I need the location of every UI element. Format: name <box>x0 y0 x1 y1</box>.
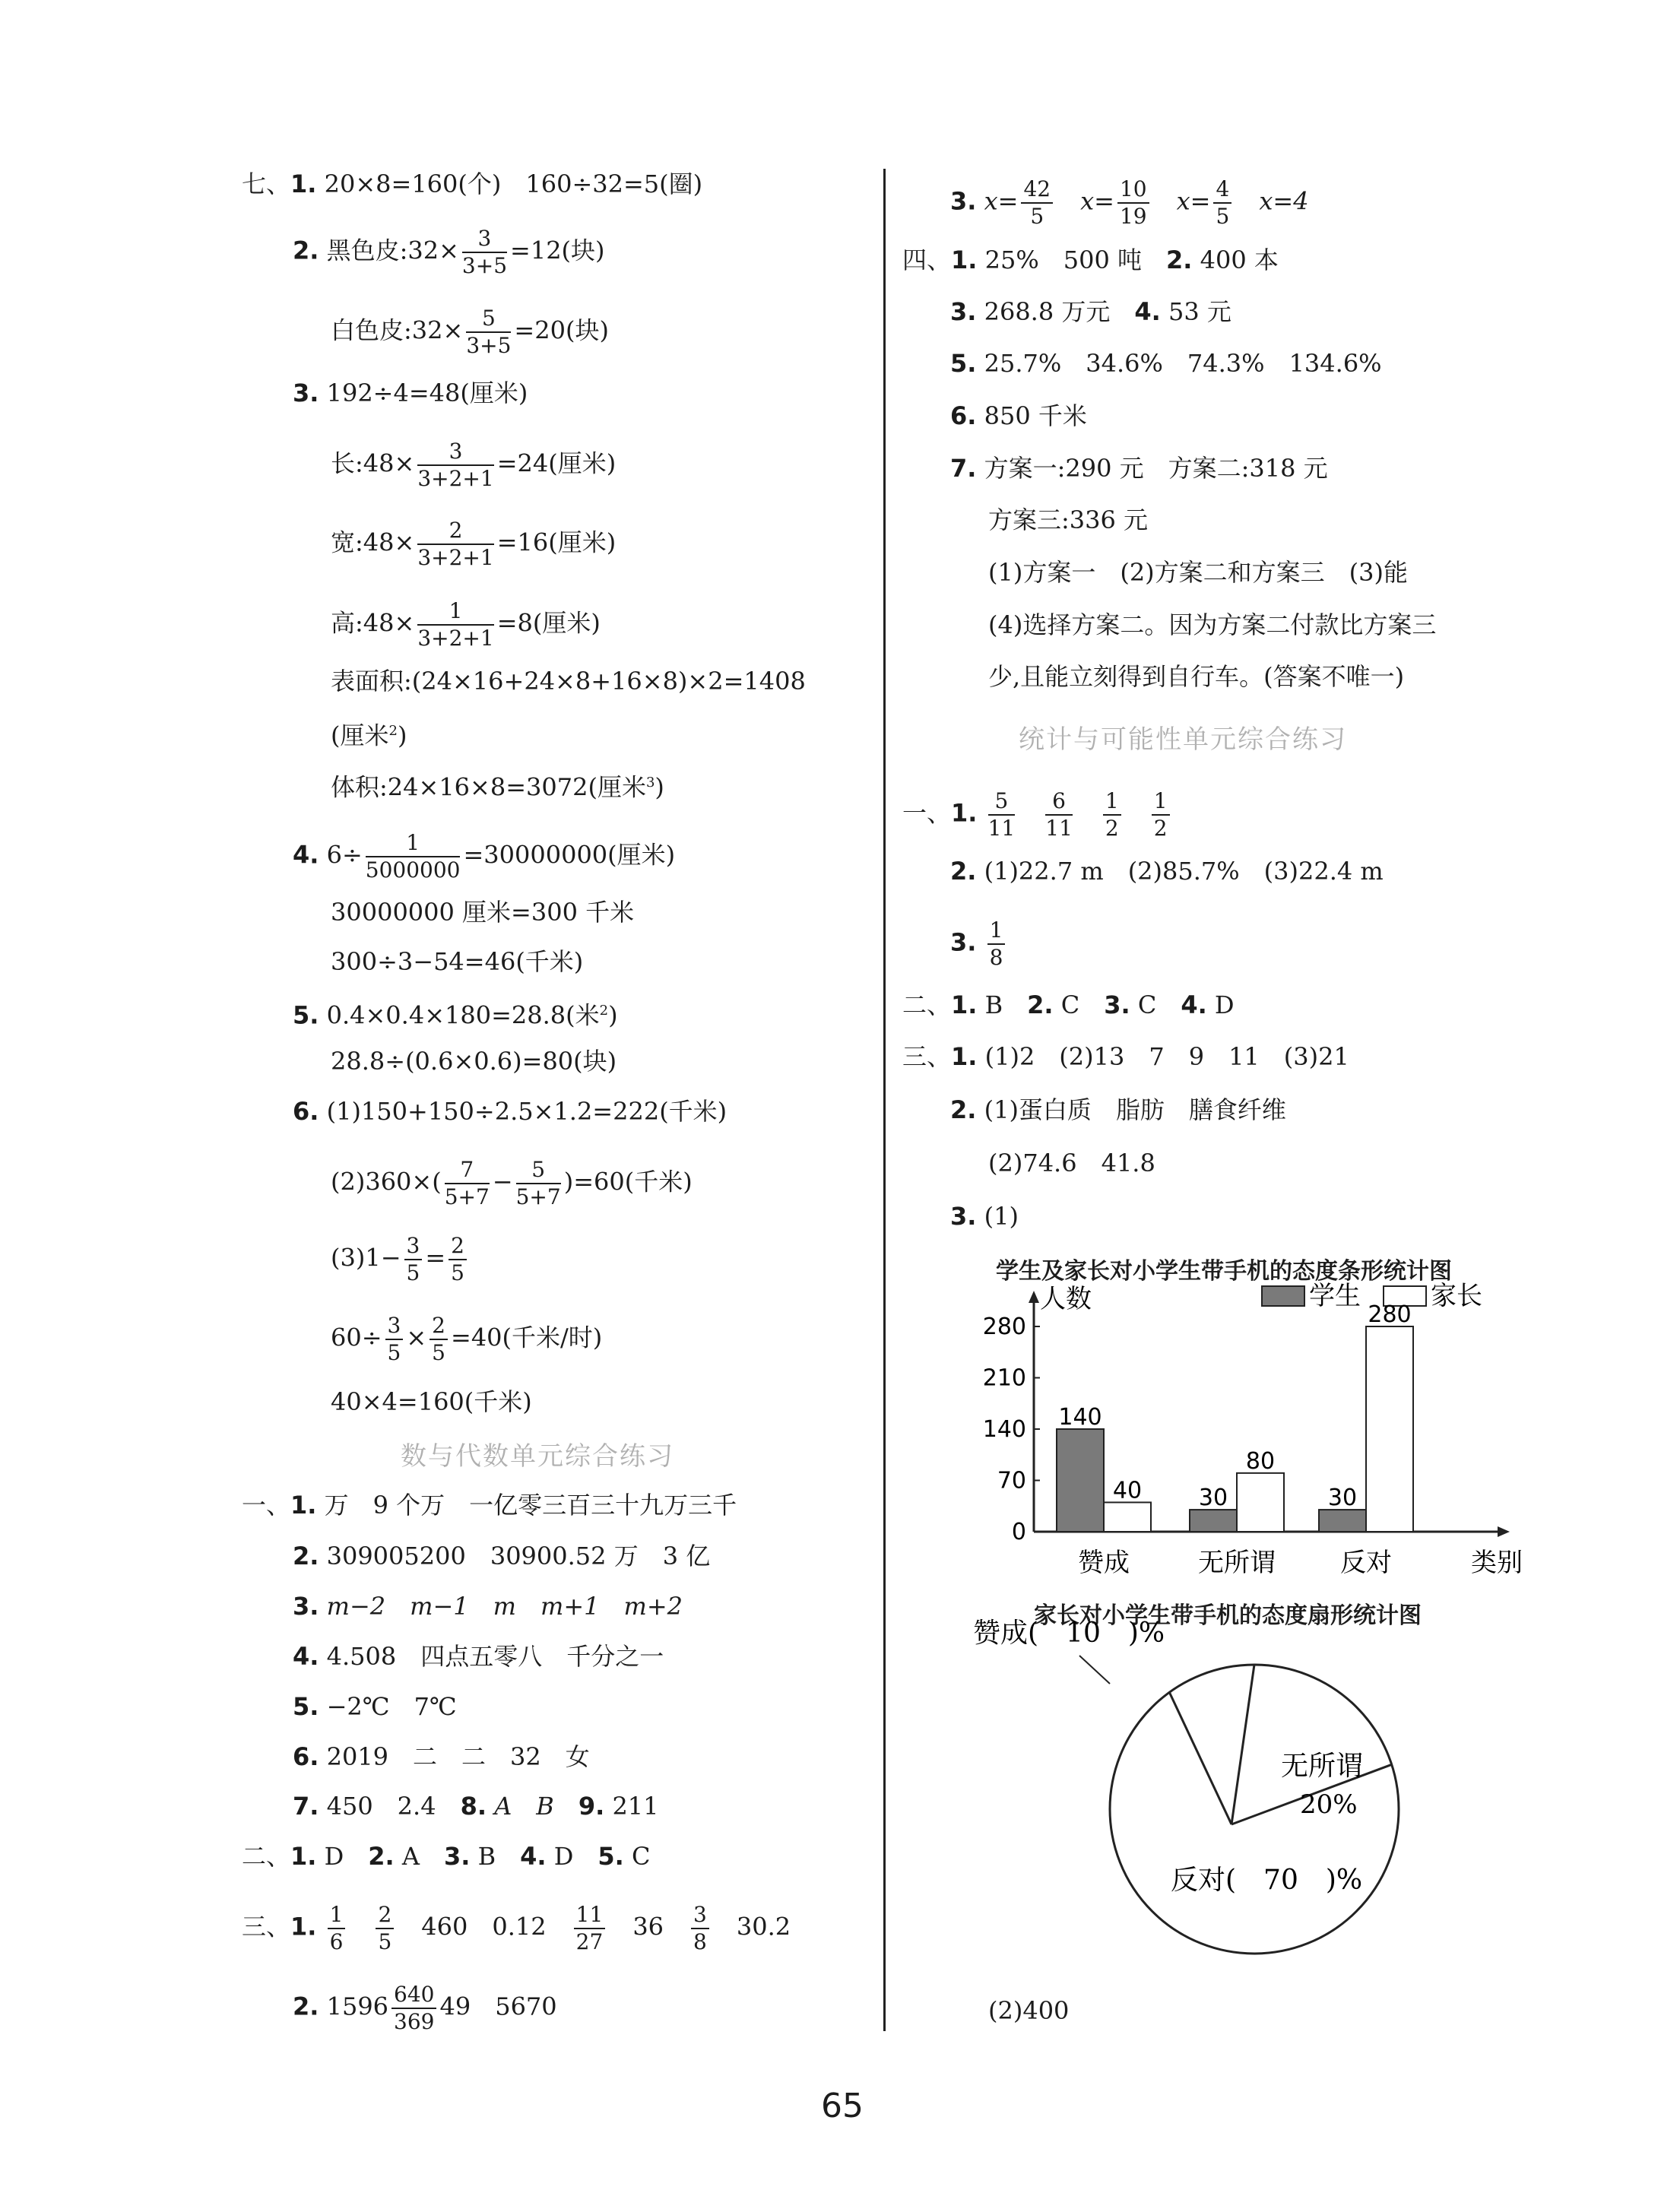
t1-1: 一、1. $\frac{5}{11}$ $\frac{6}{11}$ $\frac{1}{2}$ $\frac{1}{2}$ <box>902 791 1173 839</box>
q7-3: 3. 192÷4=48(厘米) <box>293 379 528 407</box>
q7-2a: 2. 黑色皮:32× $\frac{3}{3+5}$ =12(块) <box>293 226 605 278</box>
pie-leader-line <box>1079 1656 1110 1684</box>
pie-value-indifferent: 20% <box>1300 1789 1358 1820</box>
s1-7: 7. 450 2.4 8. A B 9. 211 <box>293 1792 659 1821</box>
s4-6: 6. 850 千米 <box>950 401 1087 430</box>
r-3: 3. x= $\frac{42}{5}$ x= $\frac{10}{19}$ x= $\frac{4}{5}$ x=4 <box>950 176 1309 229</box>
x-axis-label: 类别 <box>1471 1548 1523 1578</box>
legend-label-student: 学生 <box>1309 1281 1361 1311</box>
page-number: 65 <box>821 2087 864 2125</box>
q7-6a: 6. (1)150+150÷2.5×1.2=222(千米) <box>293 1097 727 1126</box>
pie-slice-edge <box>1169 1692 1231 1824</box>
bar <box>1104 1502 1151 1532</box>
q7-3-l6: 体积:24×16×8=3072(厘米$^3$) <box>331 772 664 802</box>
q7-line1: 七、1. 20×8=160(个) 160÷32=5(圈) <box>242 170 703 198</box>
y-tick-label: 0 <box>1011 1519 1026 1545</box>
column-separator <box>883 169 886 2031</box>
s4-7: 7. 方案一:290 元 方案二:318 元 <box>950 454 1328 483</box>
bar <box>1237 1473 1284 1532</box>
q7-5a: 5. 0.4×0.4×180=28.8(米$^2$) <box>293 1000 618 1030</box>
q7-6c: (3)1− $\frac{3}{5}$ = $\frac{2}{5}$ <box>331 1235 470 1284</box>
legend-swatch-student <box>1262 1286 1304 1306</box>
section-title-algebra: 数与代数单元综合练习 <box>401 1441 674 1472</box>
bar-value-label: 140 <box>1058 1404 1102 1431</box>
q7-3-l1: 长:48× $\frac{3}{3+2+1}$ =24(厘米) <box>331 439 617 491</box>
bar-value-label: 40 <box>1112 1477 1143 1504</box>
bar-chart <box>965 1277 1543 1581</box>
pie-slice-edge <box>1231 1665 1254 1824</box>
x-axis-arrow <box>1498 1526 1510 1537</box>
q7-6b: (2)360×( $\frac{7}{5+7}$ − $\frac{5}{5+7}$ )=60(千米) <box>331 1157 693 1209</box>
s1-4: 4. 4.508 四点五零八 千分之一 <box>293 1642 664 1671</box>
t1-2: 2. (1)22.7 m (2)85.7% (3)22.4 m <box>950 857 1384 886</box>
s1-5: 5. −2℃ 7℃ <box>293 1692 457 1721</box>
pie-chart <box>973 1618 1429 1946</box>
x-tick-label: 赞成 <box>1078 1548 1130 1578</box>
legend-label-parent: 家长 <box>1431 1281 1482 1311</box>
bar-value-label: 30 <box>1327 1485 1358 1512</box>
t3-3: 3. (1) <box>950 1202 1019 1231</box>
s3-1: 三、1. $\frac{1}{6}$ $\frac{2}{5}$ 460 0.12 $\frac{11}{27}$ 36 $\frac{3}{8}$ 30.2 <box>242 1902 791 1954</box>
s1-3: 3. m−2 m−1 m m+1 m+2 <box>293 1592 683 1621</box>
s4-7c: (1)方案一 (2)方案二和方案三 (3)能 <box>988 558 1408 587</box>
s4-3: 3. 268.8 万元 4. 53 元 <box>950 297 1231 326</box>
y-tick-label: 140 <box>982 1416 1026 1443</box>
s4-1: 四、1. 25% 500 吨 2. 400 本 <box>902 246 1279 274</box>
s4-7e: 少,且能立刻得到自行车。(答案不唯一) <box>988 662 1405 691</box>
q7-4b: 30000000 厘米=300 千米 <box>331 898 635 927</box>
s4-7b: 方案三:336 元 <box>988 506 1149 534</box>
t3-1: 三、1. (1)2 (2)13 7 9 11 (3)21 <box>902 1042 1349 1071</box>
y-tick-label: 70 <box>997 1467 1026 1494</box>
x-tick-label: 反对 <box>1340 1548 1392 1578</box>
q7-4c: 300÷3−54=46(千米) <box>331 947 584 976</box>
bar <box>1057 1429 1104 1532</box>
section-title-statistics: 统计与可能性单元综合练习 <box>1019 724 1347 755</box>
q7-5b: 28.8÷(0.6×0.6)=80(块) <box>331 1047 617 1076</box>
s1-2: 2. 309005200 30900.52 万 3 亿 <box>293 1542 711 1570</box>
s2: 二、1. D 2. A 3. B 4. D 5. C <box>242 1842 651 1871</box>
q7-3-l5: (厘米$^2$) <box>331 721 407 750</box>
y-axis-arrow <box>1029 1291 1039 1303</box>
t3-2: 2. (1)蛋白质 脂肪 膳食纤维 <box>950 1095 1286 1124</box>
q7-6d: 60÷ $\frac{3}{5}$ × $\frac{2}{5}$ =40(千米/时) <box>331 1313 603 1365</box>
t1-3: 3. $\frac{1}{8}$ <box>950 920 1008 968</box>
bar-value-label: 80 <box>1245 1447 1276 1475</box>
s1-1: 一、1. 万 9 个万 一亿零三百三十九万三千 <box>242 1491 737 1520</box>
y-tick-label: 280 <box>982 1314 1026 1340</box>
t3-3b: (2)400 <box>988 1996 1070 2025</box>
pie-chart-title: 家长对小学生带手机的态度扇形统计图 <box>1034 1602 1422 1629</box>
pie-label-indifferent: 无所谓 <box>1281 1751 1364 1782</box>
s4-7d: (4)选择方案二。因为方案二付款比方案三 <box>988 610 1437 639</box>
pie-label-oppose: 反对( 70 )% <box>1171 1865 1363 1896</box>
q7-6e: 40×4=160(千米) <box>331 1387 532 1416</box>
bar-value-label: 30 <box>1198 1485 1228 1512</box>
y-tick-label: 210 <box>982 1364 1026 1392</box>
t2: 二、1. B 2. C 3. C 4. D <box>902 990 1235 1019</box>
t3-2b: (2)74.6 41.8 <box>988 1149 1155 1177</box>
s3-2: 2. 1596 $\frac{640}{369}$ 49 5670 <box>293 1982 557 2034</box>
s1-6: 6. 2019 二 二 32 女 <box>293 1742 590 1771</box>
bar <box>1366 1326 1413 1532</box>
q7-3-l3: 高:48× $\frac{1}{3+2+1}$ =8(厘米) <box>331 598 601 651</box>
bar-value-label: 280 <box>1368 1301 1412 1328</box>
y-axis-label: 人数 <box>1040 1284 1092 1314</box>
q7-3-l2: 宽:48× $\frac{2}{3+2+1}$ =16(厘米) <box>331 518 617 570</box>
pie-label-approve: 赞成( 10 )% <box>973 1618 1165 1649</box>
q7-2b: 白色皮:32× $\frac{5}{3+5}$ =20(块) <box>331 306 609 358</box>
q7-3-l4: 表面积:(24×16+24×8+16×8)×2=1408 <box>331 667 806 696</box>
bar-chart-title: 学生及家长对小学生带手机的态度条形统计图 <box>996 1258 1452 1285</box>
bar <box>1190 1510 1237 1532</box>
bar <box>1319 1510 1366 1532</box>
x-tick-label: 无所谓 <box>1198 1548 1276 1578</box>
q7-4a: 4. 6÷ $\frac{1}{5000000}$ =30000000(厘米) <box>293 830 676 883</box>
s4-5: 5. 25.7% 34.6% 74.3% 134.6% <box>950 349 1382 378</box>
